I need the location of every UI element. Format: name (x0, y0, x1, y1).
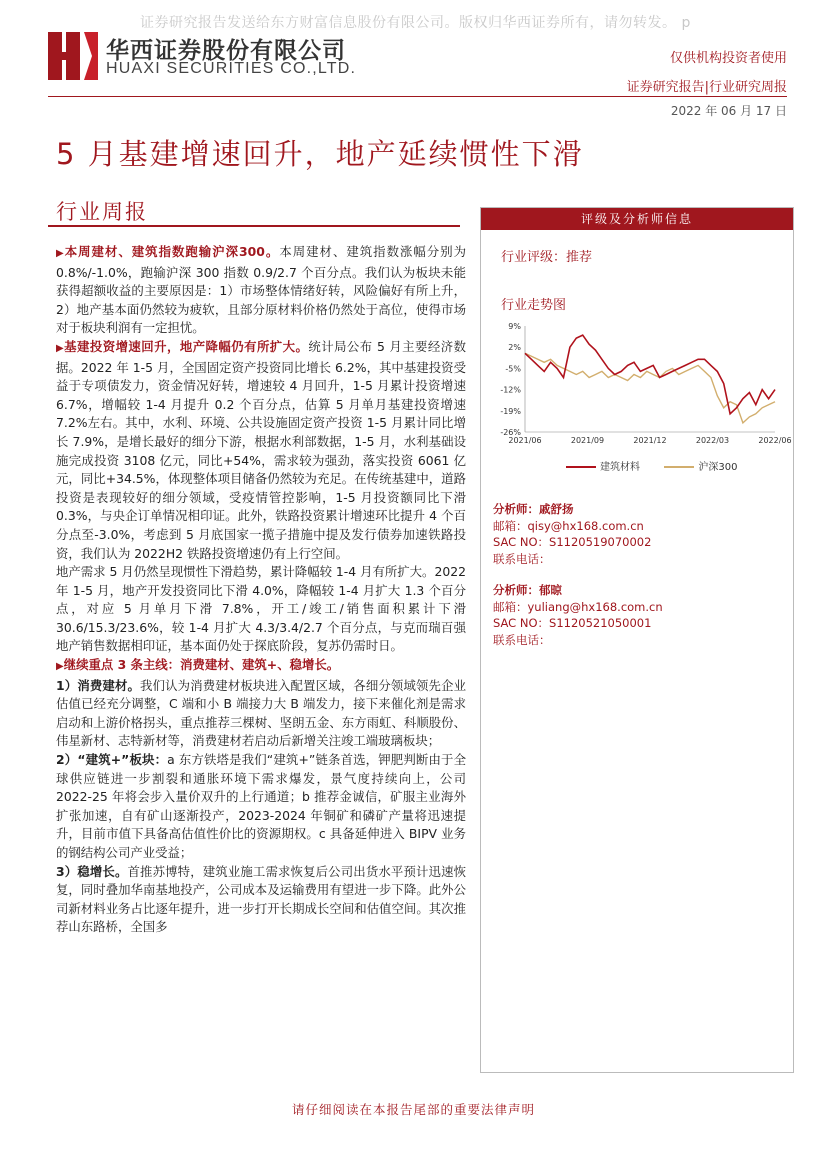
analyst-phone: 联系电话： (493, 632, 551, 647)
legend-swatch-csi300 (664, 466, 694, 468)
watermark: 证券研究报告发送给东方财富信息股份有限公司。版权归华西证券所有，请勿转发。 p (140, 15, 691, 31)
paragraph-text: 我们认为消费建材板块进入配置区域，各细分领域领先企业估值已经充分调整，C 端和小 B 端接力大 B 端发力，接下来催化剂是需求启动和上游价格拐头，重点推荐三棵树、坚朗五金、东方雨虹、科顺股份、伟星新材、志特新材等，消费建材若启动后新增关注竣工端玻璃板块； (56, 677, 467, 749)
paragraph-5 (56, 677, 466, 751)
paragraph-3: 地产需求 5 月仍然呈现惯性下滑趋势，累计降幅较 1-4 月有所扩大。2022 年 1-5 月，地产开发投资同比下滑 4.0%，降幅较 1-4 月扩大 1.3 个百分点，对应 5 月单月下滑 7.8%，开工/竣工/销售面积累计下滑 30.6/15.3/23.6%，较 1-4 月扩大 4.3/3.4/2.7 个百分点，与克而瑞百强地产销售数据相印证，基本面仍处于探底阶段，复苏仍需时日。 (56, 564, 466, 654)
analyst-card (493, 582, 663, 648)
bullet-triangle-icon: ▶ (56, 248, 65, 259)
report-body (56, 243, 466, 937)
paragraph-heading: 基建投资增速回升，地产降幅仍有所扩大。 (64, 338, 309, 354)
report-type-underline (48, 225, 460, 227)
legend-swatch-building-materials (566, 466, 596, 468)
y-tick-label: -5% (505, 364, 521, 374)
paragraph-1 (56, 243, 466, 338)
y-tick-label: -12% (500, 385, 521, 395)
report-title: 5 月基建增速回升，地产延续惯性下滑 (56, 137, 584, 171)
paragraph-text: 统计局公布 5 月主要经济数据。2022 年 1-5 月，全国固定资产投资同比增长 6.2%，其中基建投资受益于专项债发力，资金情况好转，增速较 4 月回升，1-5 月累计投资增速 6.7%，增幅较 1-4 月提升 0.2 个百分点，估算 5 月单月基建投资增速 7.2%左右。其中，水利、环境、公共设施固定资产投资 1-5 月累计同比增长 7.9%，是增长最好的细分下游，根据水利部数据，1-5 月，水利基础设施完成投资 3108 亿元，同比+54%，需求较为强劲，落实投资 6061 亿元，同比+34.5%，体现整体项目储备仍然较为充足。在传统基建中，道路投资是表现较好的细分领域，受疫情管控影响，1-5 月投资额同比下滑 0.3%，与央企订单情况相印证。此外，铁路投资累计增速环比提升 4 个百分点至-3.0%，考虑到 5 月底国家一揽子措施中提及发行债券加速铁路投资，我们认为 2022H2 铁路投资增速仍有上行空间。 (56, 338, 466, 561)
paragraph-heading: 本周建材、建筑指数跑输沪深300。 (64, 244, 280, 259)
bullet-triangle-icon: ▶ (56, 661, 64, 673)
legend-label-csi300: 沪深300 (698, 462, 738, 473)
legend-label-building-materials: 建筑材料 (600, 462, 640, 473)
paragraph-text: 本周建材、建筑指数涨幅分别为 0.8%/-1.0%，跑输沪深 300 指数 0.9/2.7 个百分点。我们认为板块未能获得超额收益的主要原因是：1）市场整体情绪好转，风险偏好有所上升，2）地产基本面仍然较为疲软，且部分原材料价格仍然处于高位，使得市场对于板块利润有一定担忧。 (56, 244, 466, 336)
company-name-en: HUAXI SECURITIES CO.,LTD. (106, 60, 357, 77)
report-type: 行业周报 (56, 200, 148, 224)
industry-rating: 行业评级：推荐 (501, 250, 593, 265)
analyst-name: 分析师：戚舒扬 (493, 502, 574, 516)
rating-sidebar (480, 207, 794, 1073)
y-tick-label: 9% (508, 322, 521, 331)
series-line-building-materials (525, 335, 775, 414)
x-tick-label: 2022/06 (758, 436, 792, 445)
x-tick-label: 2021/06 (508, 436, 542, 445)
y-tick-label: -19% (500, 406, 521, 416)
legal-footer: 请仔细阅读在本报告尾部的重要法律声明 (291, 1102, 535, 1117)
analyst-card (493, 501, 651, 567)
y-tick-label: -26% (500, 428, 521, 437)
y-tick-label: 2% (508, 343, 521, 353)
audience-note: 仅供机构投资者使用 (669, 51, 787, 66)
series-line-csi300 (525, 353, 775, 423)
chart-legend (566, 458, 737, 473)
paragraph-text: a 东方铁塔是我们“建筑+”链条首选，钾肥判断由于全球供应链进一步割裂和通胀环境下需求爆发，景气度持续向上，公司 2022-25 年将会步入量价双升的上行通道；b 推荐金诚信，矿服主业海外扩张加速，自有矿山逐渐投产，2023-2024 年铜矿和磷矿产量将迅速提升，目前市值下具备高估值性价比的资源期权。c 具备延伸进入 BIPV 业务的钢结构公司产业受益； (56, 752, 466, 860)
paragraph-6 (56, 751, 466, 863)
paragraph-4 (56, 656, 466, 677)
bullet-triangle-icon: ▶ (56, 342, 65, 354)
x-tick-label: 2022/03 (695, 436, 730, 445)
x-tick-label: 2021/12 (633, 436, 667, 445)
company-name-cn: 华西证券股份有限公司 (106, 38, 346, 64)
huaxi-logo-icon (48, 32, 98, 80)
paragraph-heading: 3）稳增长。 (56, 863, 128, 879)
paragraph-heading: 1）消费建材。 (56, 677, 141, 693)
analyst-phone: 联系电话： (493, 551, 551, 566)
trend-chart-title: 行业走势图 (501, 298, 567, 313)
header-divider (48, 96, 787, 97)
trend-chart (495, 320, 792, 452)
paragraph-text: 首推苏博特，建筑业施工需求恢复后公司出货水平预计迅速恢复，同时叠加华南基地投产，公司成本及运输费用有望进一步下降。此外公司新材料业务占比逐年提升，进一步打开长期成长空间和估值空间。其次推荐山东路桥，全国多 (56, 863, 467, 935)
report-category: 证券研究报告|行业研究周报 (626, 80, 787, 95)
paragraph-heading: 继续重点 3 条主线：消费建材、建筑+、稳增长。 (63, 657, 340, 673)
analyst-name: 分析师：郁晾 (493, 583, 562, 597)
sidebar-header: 评级及分析师信息 (481, 208, 793, 230)
company-logo (48, 30, 378, 82)
paragraph-heading: 2）“建筑+”板块： (56, 752, 168, 768)
analyst-sac: SAC NO：S1120521050001 (493, 616, 652, 630)
report-date: 2022 年 06 月 17 日 (670, 104, 787, 118)
analyst-email[interactable]: 邮箱：yuliang@hx168.com.cn (493, 599, 663, 614)
analyst-email[interactable]: 邮箱：qisy@hx168.com.cn (493, 518, 644, 533)
paragraph-7 (56, 863, 466, 937)
x-tick-label: 2021/09 (570, 436, 605, 445)
analyst-sac: SAC NO：S1120519070002 (493, 535, 652, 549)
paragraph-2 (56, 338, 466, 563)
